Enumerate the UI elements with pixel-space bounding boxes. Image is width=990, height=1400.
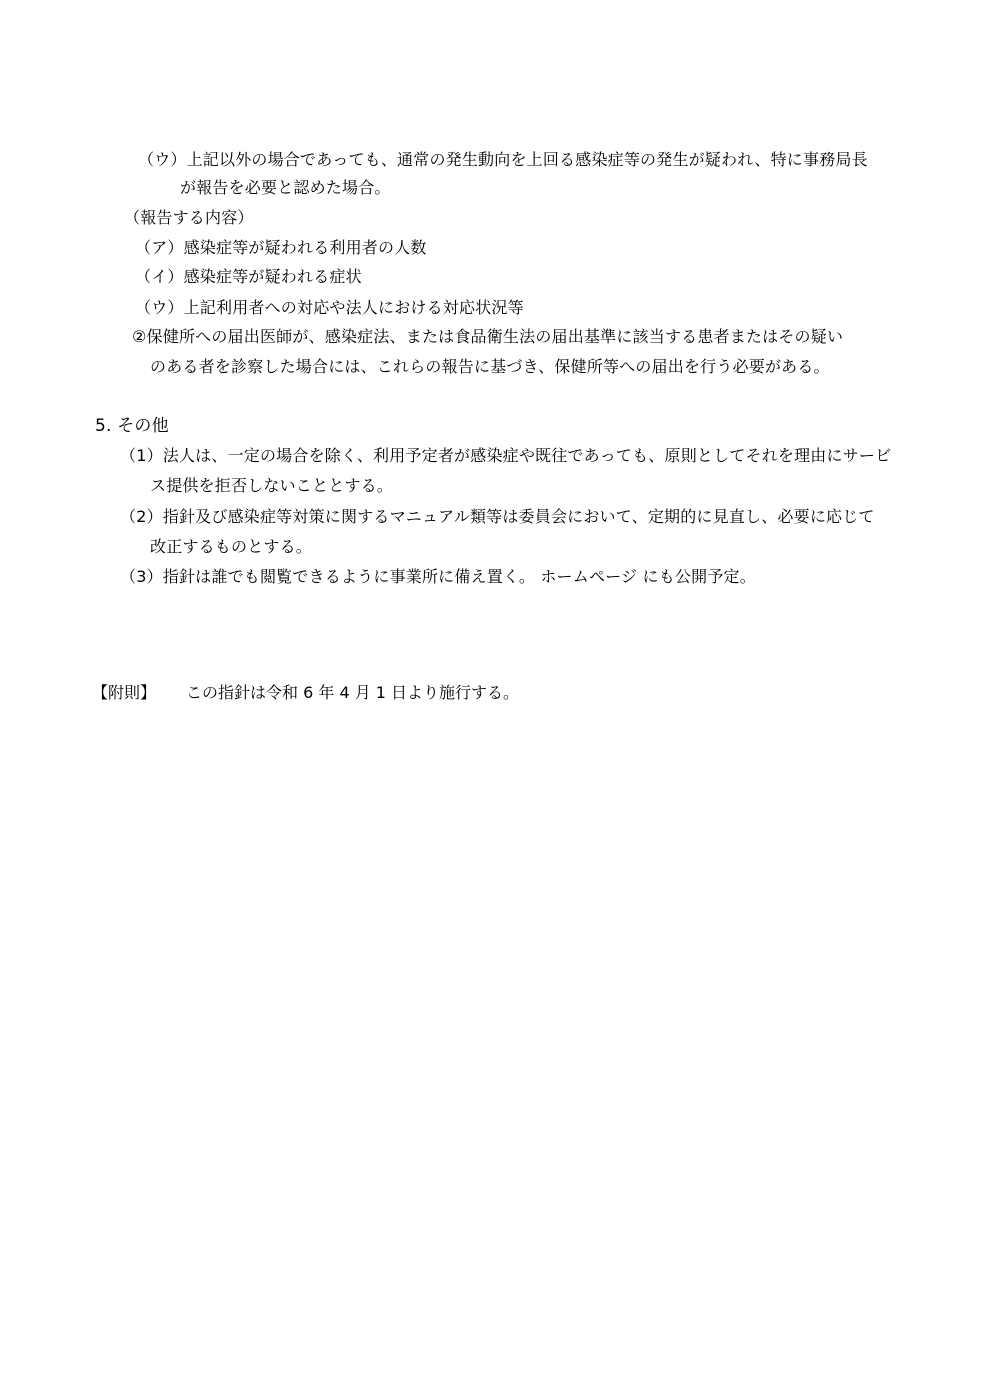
supplementary-text: この指針は令和 6 年 4 月 1 日より施行する。 (186, 683, 520, 702)
report-contents-item-u: （ウ）上記利用者への対応や法人における対応状況等 (135, 298, 524, 317)
notification-line2: のある者を診察した場合には、これらの報告に基づき、保健所等への届出を行う必要がある。 (150, 357, 830, 376)
section5-item2-line2: 改正するものとする。 (150, 537, 313, 556)
report-contents-heading: （報告する内容） (124, 208, 254, 227)
criteria-item-u-line1: （ウ）上記以外の場合であっても、通常の発生動向を上回る感染症等の発生が疑われ、特に事務局長 (138, 150, 868, 169)
section5-item2-line1: （2）指針及び感染症等対策に関するマニュアル類等は委員会において、定期的に見直し、必要に応じて (120, 507, 875, 526)
section5-item1-line1: （1）法人は、一定の場合を除く、利用予定者が感染症や既往であっても、原則としてそれを理由にサービ (120, 446, 892, 465)
supplementary-label: 【附則】 (92, 683, 157, 702)
notification-line1: ②保健所への届出医師が、感染症法、または食品衛生法の届出基準に該当する患者またはその疑い (132, 327, 844, 346)
section5-title: 5. その他 (95, 416, 169, 436)
report-contents-item-i: （イ）感染症等が疑われる症状 (135, 267, 362, 286)
section5-item3-line1: （3）指針は誰でも閲覧できるように事業所に備え置く。 ホームページ にも公開予定。 (120, 567, 756, 586)
report-contents-item-a: （ア）感染症等が疑われる利用者の人数 (135, 238, 427, 257)
criteria-item-u-line2: が報告を必要と認めた場合。 (180, 178, 391, 197)
section5-item1-line2: ス提供を拒否しないこととする。 (150, 476, 394, 495)
